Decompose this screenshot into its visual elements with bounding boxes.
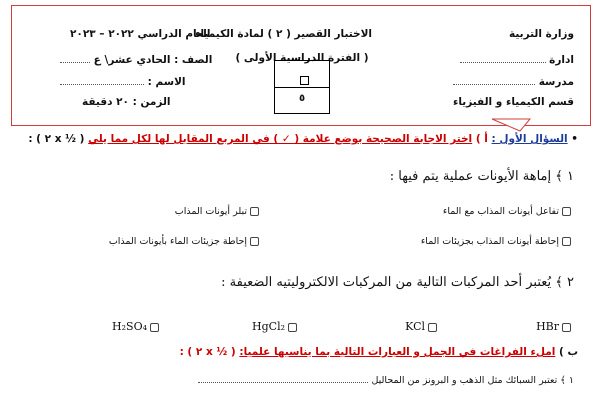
partb-marks: ( ½ x ٢ ) : — [179, 346, 236, 358]
school-field: مدرسة — [453, 75, 574, 88]
option-row[interactable]: HgCl₂ — [252, 320, 300, 333]
checkbox[interactable] — [250, 237, 259, 246]
partb-label: ب ) — [558, 346, 578, 358]
class-field: الصف : الحادي عشر\ ع — [60, 53, 212, 66]
partb-heading — [180, 346, 578, 358]
checkbox[interactable] — [562, 207, 571, 216]
score-input-box[interactable] — [300, 76, 309, 85]
header-callout-tail — [490, 118, 534, 132]
exam-title: الاختبار القصير ( ٢ ) لمادة الكيمياء — [195, 28, 372, 40]
checkbox[interactable] — [250, 207, 259, 216]
admin-field: ادارة — [460, 53, 575, 66]
partb-item1: ١ ﴾ تعتبر السبائك مثل الذهب و البرونز من المحاليل — [198, 373, 574, 386]
option-row[interactable]: HBr — [536, 320, 574, 333]
checkbox[interactable] — [150, 323, 159, 332]
grade-max-score: ٥ — [298, 93, 306, 104]
q1-bullet: • — [571, 133, 578, 145]
option-row[interactable]: إحاطة أيونات المذاب بجزيئات الماء — [421, 236, 574, 247]
option-row[interactable]: KCl — [405, 320, 440, 333]
option-row[interactable]: H₂SO₄ — [112, 320, 162, 333]
ministry-label: وزارة التربية — [508, 28, 574, 40]
q1-marks: ( ½ x ٢ ) : — [28, 133, 85, 145]
grade-box — [274, 60, 330, 114]
checkbox[interactable] — [562, 323, 571, 332]
option-row[interactable]: تبلر أيونات المذاب — [175, 206, 262, 217]
answer-blank[interactable] — [198, 373, 368, 383]
q1-part-label: أ ) — [475, 133, 488, 145]
option-row[interactable]: إحاطة جزيئات الماء بأيونات المذاب — [109, 236, 262, 247]
partb-instruction: املء الفراغات في الجمل و العبارات التالية بما يناسبها علميا: — [239, 346, 556, 358]
academic-year: العام الدراسي ٢٠٢٢ – ٢٠٢٣ — [70, 28, 211, 40]
q1-item2-text: ٢ ﴾ يُعتبر أحد المركبات التالية من المركبات الالكتروليتيه الضعيفة : — [221, 275, 574, 290]
checkbox[interactable] — [288, 323, 297, 332]
exam-period: ( الفترة الدراسية الأولى ) — [235, 52, 369, 64]
checkbox[interactable] — [562, 237, 571, 246]
q1-title: السؤال الأول : — [491, 133, 568, 145]
time-label: الزمن : ٢٠ دقيقة — [82, 96, 171, 108]
q1-item1-text: ١ ﴾ إماهة الأيونات عملية يتم فيها : — [389, 169, 574, 184]
checkbox[interactable] — [428, 323, 437, 332]
q1-heading — [28, 133, 578, 145]
name-field: الاسم : — [60, 75, 186, 88]
option-row[interactable]: تفاعل أيونات المذاب مع الماء — [443, 206, 574, 217]
q1-instruction: اختر الاجابة الصحيحة بوضع علامة ( ✓ ) في المربع المقابل لها لكل مما يلي — [88, 133, 473, 145]
department-label: قسم الكيمياء و الفيزياء — [452, 96, 574, 108]
